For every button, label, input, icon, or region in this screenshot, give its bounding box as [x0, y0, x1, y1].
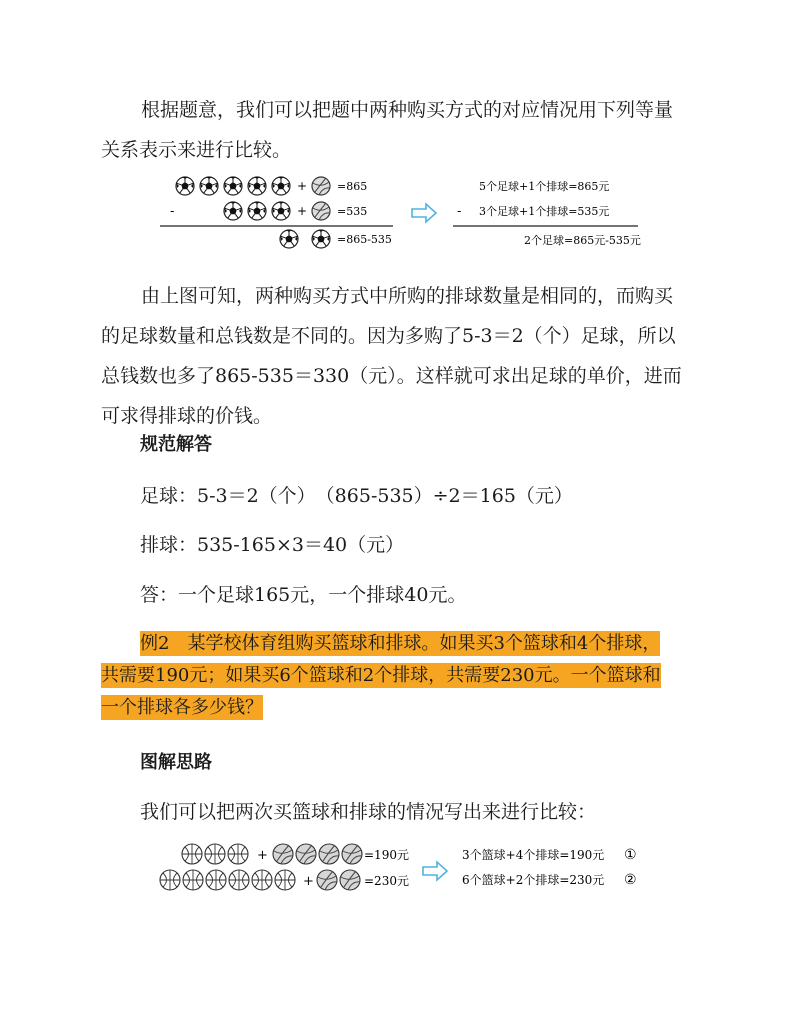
row1-soccer-balls	[176, 177, 290, 195]
basketball-icon	[252, 870, 272, 890]
example-2-line-2: 共需要190元；如果买6个篮球和2个排球，共需要230元。一个篮球和	[101, 665, 661, 686]
right-arrow-icon	[412, 204, 436, 222]
basketball-icon	[275, 870, 295, 890]
plus-sign: +	[297, 204, 308, 218]
basketball-comparison-diagram	[0, 840, 800, 900]
figure-idea-heading: 图解思路	[140, 752, 212, 773]
right-equation-1: 5个足球+1个排球=865元	[479, 180, 610, 193]
example-2-problem	[101, 628, 701, 724]
analysis-line-3: 总钱数也多了865-535＝330（元）。这样就可求出足球的单价，进而	[101, 365, 682, 387]
football-calculation: 足球：5-3＝2（个） （865-535）÷2＝165（元）	[140, 485, 573, 507]
basketball-icon	[160, 870, 180, 890]
minus-sign: -	[170, 204, 175, 219]
answer-text: 答：一个足球165元，一个排球40元。	[140, 584, 467, 606]
row3-value: =865-535	[337, 233, 392, 246]
right-equation-2: 3个足球+1个排球=535元	[479, 205, 610, 218]
volleyball-icon	[319, 844, 339, 864]
right-equation-2: 6个篮球+2个排球=230元	[462, 873, 605, 887]
soccer-ball-icon	[248, 177, 266, 195]
basketball-icon	[182, 844, 202, 864]
analysis-paragraph	[101, 276, 701, 436]
basketball-icon	[228, 844, 248, 864]
row2-soccer-balls	[224, 202, 290, 220]
soccer-ball-icon	[248, 202, 266, 220]
basketball-icon	[205, 844, 225, 864]
basketball-icon	[183, 870, 203, 890]
intro-line-2: 关系表示来进行比较。	[101, 139, 292, 161]
right-arrow-icon	[423, 862, 447, 880]
volleyball-calculation: 排球：535-165×3＝40（元）	[140, 534, 405, 556]
basketball-icon	[206, 870, 226, 890]
solution-heading: 规范解答	[140, 434, 212, 455]
row1-total: =190元	[364, 848, 409, 862]
row1-value: =865	[337, 180, 368, 193]
analysis-line-4: 可求得排球的价钱。	[101, 405, 273, 427]
volleyball-icon	[340, 870, 360, 890]
row2-value: =535	[337, 205, 368, 218]
example-2-line-1: 例2 某学校体育组购买篮球和排球。如果买3个篮球和4个排球，	[140, 633, 661, 654]
volleyball-icon	[296, 844, 316, 864]
volleyball-icon	[312, 202, 330, 220]
plus-sign: +	[257, 848, 268, 863]
soccer-ball-icon	[272, 202, 290, 220]
figure-idea-text: 我们可以把两次买篮球和排球的情况写出来进行比较：	[140, 801, 597, 823]
soccer-ball-icon	[280, 230, 298, 248]
volleyball-icon	[342, 844, 362, 864]
analysis-line-2: 的足球数量和总钱数是不同的。因为多购了5-3＝2（个）足球，所以	[101, 325, 676, 347]
intro-paragraph	[101, 90, 701, 170]
intro-line-1: 根据题意，我们可以把题中两种购买方式的对应情况用下列等量	[141, 99, 674, 121]
soccer-ball-icon	[224, 177, 242, 195]
analysis-line-1: 由上图可知，两种购买方式中所购的排球数量是相同的，而购买	[141, 285, 674, 307]
equation-marker-2: ②	[624, 872, 637, 888]
soccer-ball-icon	[272, 177, 290, 195]
volleyball-icon	[312, 177, 330, 195]
right-equation-1: 3个篮球+4个排球=190元	[462, 848, 605, 862]
row2-total: =230元	[364, 874, 409, 888]
right-equation-3: 2个足球=865元-535元	[524, 234, 641, 247]
volleyball-icon	[317, 870, 337, 890]
right-minus-sign: -	[457, 204, 462, 219]
soccer-ball-icon	[200, 177, 218, 195]
soccer-ball-icon	[224, 202, 242, 220]
soccer-ball-icon	[176, 177, 194, 195]
plus-sign: +	[297, 179, 308, 193]
example-2-line-3: 一个排球各多少钱？	[101, 697, 263, 718]
plus-sign: +	[303, 874, 314, 889]
equation-marker-1: ①	[624, 847, 637, 863]
soccer-ball-icon	[312, 230, 330, 248]
volleyball-icon	[273, 844, 293, 864]
football-comparison-diagram	[0, 172, 800, 252]
basketball-icon	[229, 870, 249, 890]
